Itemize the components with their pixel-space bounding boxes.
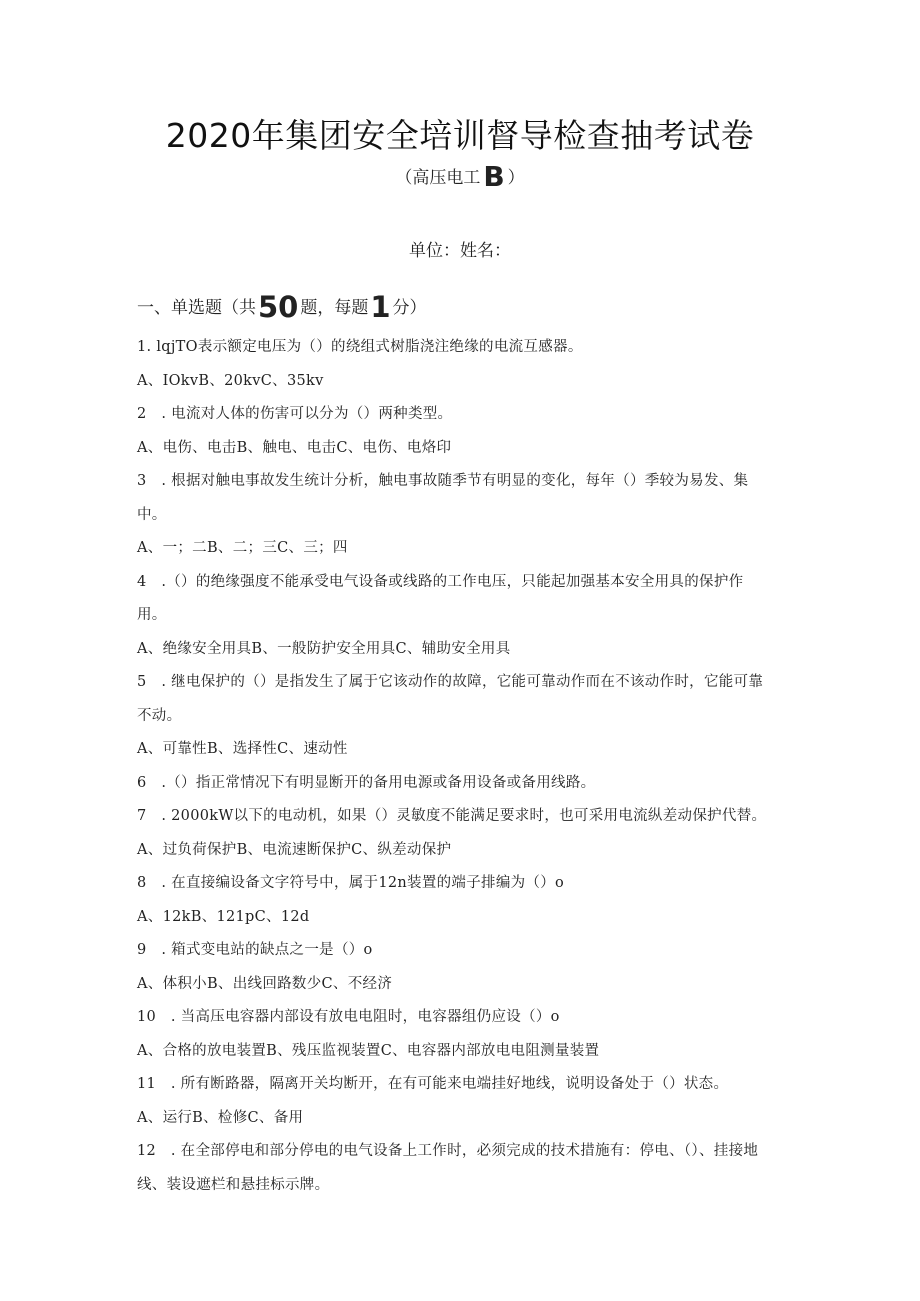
answer-options: A、IOkvB、20kvC、35kv <box>137 372 324 389</box>
question-line: 9 . 箱式变电站的缺点之一是（）o <box>137 942 373 958</box>
answer-options: A、电伤、电击B、触电、电击C、电伤、电烙印 <box>137 439 452 456</box>
exam-subtitle <box>0 160 920 193</box>
section-prefix: 一、单选题（共 <box>137 298 256 318</box>
question-line-continued: 不动。 <box>137 707 182 724</box>
answer-options: A、运行B、检修C、备用 <box>137 1109 304 1126</box>
question-line-continued: 线、装设遮栏和悬挂标示牌。 <box>137 1176 330 1193</box>
question-line: 12 . 在全部停电和部分停电的电气设备上工作时，必须完成的技术措施有：停电、（）、挂接地 <box>137 1143 759 1159</box>
question-line: 5 . 继电保护的（）是指发生了属于它该动作的故障，它能可靠动作而在不该动作时，它能可靠 <box>137 674 764 690</box>
subtitle-suffix: ） <box>507 168 525 188</box>
question-line: 1. lqjTO表示额定电压为（）的绕组式树脂浇注绝缘的电流互感器。 <box>137 339 583 355</box>
question-line: 11 . 所有断路器，隔离开关均断开，在有可能来电端挂好地线，说明设备处于（）状态。 <box>137 1076 729 1092</box>
section-suffix: 分） <box>392 298 427 318</box>
answer-options: A、可靠性B、选择性C、速动性 <box>137 741 348 757</box>
subtitle-prefix: （高压电工 <box>395 168 481 188</box>
answer-options: A、过负荷保护B、电流速断保护C、纵差动保护 <box>137 841 452 858</box>
subtitle-grade: B <box>483 160 505 193</box>
question-list <box>137 331 797 1202</box>
exam-title: 2020年集团安全培训督导检查抽考试卷 <box>165 116 755 155</box>
question-line-continued: 中。 <box>137 506 167 523</box>
question-line: 3 . 根据对触电事故发生统计分析，触电事故随季节有明显的变化，每年（）季较为易发、集 <box>137 473 749 489</box>
question-line: 2 . 电流对人体的伤害可以分为（）两种类型。 <box>137 406 453 422</box>
section-middle: 题，每题 <box>300 298 369 318</box>
question-line: 4 .（）的绝缘强度不能承受电气设备或线路的工作电压，只能起加强基本安全用具的保护作 <box>137 573 744 590</box>
question-line: 7 . 2000kW以下的电动机，如果（）灵敏度不能满足要求时，也可采用电流纵差动保护代替。 <box>137 808 767 824</box>
question-points: 1 <box>370 290 391 324</box>
unit-name-line: 单位：姓名： <box>409 241 511 261</box>
section-heading <box>137 290 427 324</box>
question-line: 6 .（）指正常情况下有明显断开的备用电源或备用设备或备用线路。 <box>137 774 596 791</box>
question-count: 50 <box>258 290 299 324</box>
question-line: 10 . 当高压电容器内部设有放电电阻时，电容器组仍应设（）o <box>137 1009 560 1025</box>
question-line-continued: 用。 <box>137 607 167 623</box>
answer-options: A、合格的放电装置B、残压监视装置C、电容器内部放电电阻测量装置 <box>137 1042 600 1059</box>
answer-options: A、一；二B、二；三C、三；四 <box>137 540 348 556</box>
question-line: 8 . 在直接编设备文字符号中，属于12n装置的端子排编为（）o <box>137 875 565 891</box>
answer-options: A、12kB、121pC、12d <box>137 908 310 925</box>
answer-options: A、绝缘安全用具B、一般防护安全用具C、辅助安全用具 <box>137 640 511 657</box>
answer-options: A、体积小B、出线回路数少C、不经济 <box>137 975 393 992</box>
